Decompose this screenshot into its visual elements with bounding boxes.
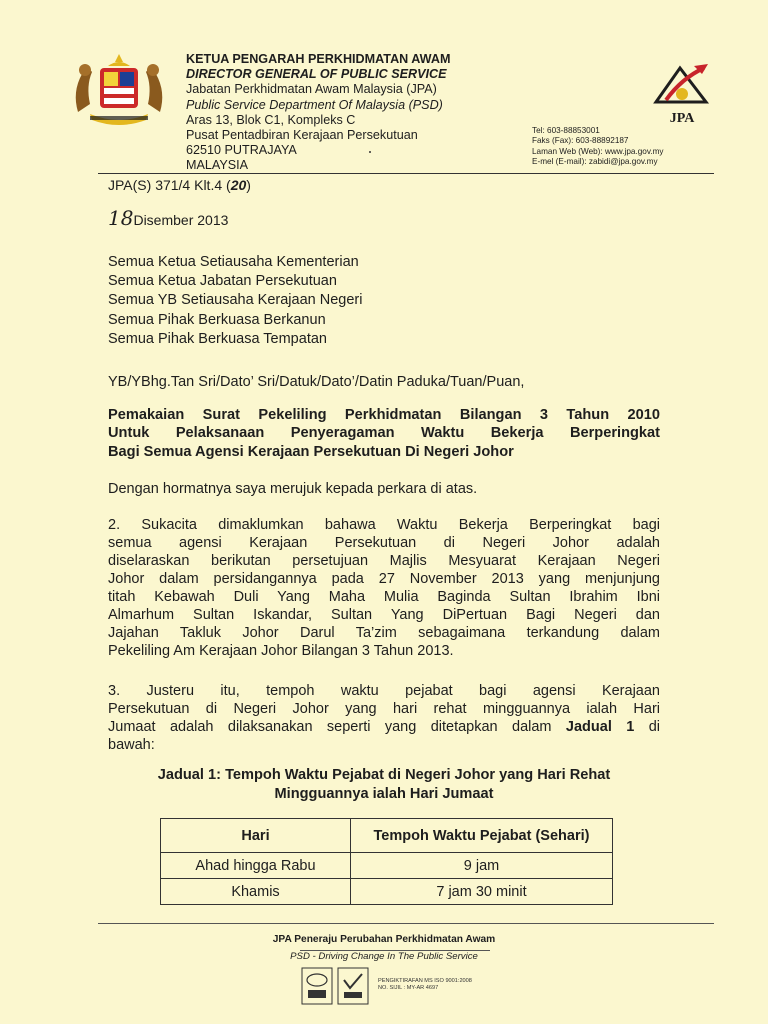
subject-line: Pemakaian Surat Pekeliling Perkhidmatan Bilangan 3 Tahun 2010 <box>108 407 660 423</box>
recipients <box>108 253 362 349</box>
table-cell: Ahad hingga Rabu <box>161 853 351 879</box>
jpa-logo-icon <box>652 62 712 128</box>
paragraph-1: Dengan hormatnya saya merujuk kepada perkara di atas. <box>108 481 478 497</box>
letter-date <box>108 206 228 230</box>
date-month-year: Disember 2013 <box>133 212 229 228</box>
paragraph-line: 3. Justeru itu, tempoh waktu pejabat bagi agensi Kerajaan <box>108 683 660 699</box>
subject-heading <box>108 406 660 461</box>
contact-fax: Faks (Fax): 603-88892187 <box>532 136 629 146</box>
letterhead-title-ms: KETUA PENGARAH PERKHIDMATAN AWAM <box>186 52 451 66</box>
table-cell: 9 jam <box>351 853 613 879</box>
stray-mark <box>369 151 371 153</box>
recipient-line: Semua Pihak Berkuasa Tempatan <box>108 330 327 347</box>
jpa-logo-text: JPA <box>669 111 695 126</box>
reference-handwritten: 20 <box>230 177 247 193</box>
paragraph-2 <box>108 516 660 660</box>
address-line: Pusat Pentadbiran Kerajaan Persekutuan <box>186 128 418 143</box>
table-cell: Khamis <box>161 879 351 905</box>
table-row <box>161 853 613 879</box>
office-hours-table <box>160 818 613 905</box>
address-line: Aras 13, Blok C1, Kompleks C <box>186 112 356 127</box>
paragraph-line: titah Kebawah Duli Yang Maha Mulia Baginda Sultan Ibrahim Ibni <box>108 589 660 605</box>
paragraph-line: bawah: <box>108 737 155 753</box>
contact-email: E-mel (E-mail): zabidi@jpa.gov.my <box>532 157 658 167</box>
paragraph-line: semua agensi Kerajaan Persekutuan di Negeri Johor adalah <box>108 535 660 551</box>
date-handwritten-day: 18 <box>108 206 134 230</box>
table-row <box>161 879 613 905</box>
recipient-line: Semua YB Setiausaha Kerajaan Negeri <box>108 292 363 309</box>
paragraph-line: Persekutuan di Negeri Johor yang hari rehat mingguannya ialah Hari <box>108 701 660 717</box>
paragraph-line: Jumaat adalah dilaksanakan seperti yang ditetapkan dalam Jadual 1 di <box>108 719 660 735</box>
table-header-row <box>161 819 613 853</box>
recipient-line: Semua Ketua Setiausaha Kementerian <box>108 254 359 270</box>
paragraph-line: 2. Sukacita dimaklumkan bahawa Waktu Bekerja Berperingkat bagi <box>108 517 660 533</box>
certification-badges-icon <box>300 966 370 1006</box>
letterhead-title-en: DIRECTOR GENERAL OF PUBLIC SERVICE <box>186 67 447 82</box>
paragraph-3 <box>108 682 660 754</box>
salutation: YB/YBhg.Tan Sri/Dato’ Sri/Datuk/Dato’/Datin Paduka/Tuan/Puan, <box>108 374 525 390</box>
contact-tel: Tel: 603-88853001 <box>532 126 600 135</box>
paragraph-line: Jajahan Takluk Johor Darul Ta’zim sebagaimana terkandung dalam <box>108 625 660 641</box>
table-header-cell: Tempoh Waktu Pejabat (Sehari) <box>351 819 613 853</box>
paragraph-line: Pekeliling Am Kerajaan Johor Bilangan 3 Tahun 2013. <box>108 643 454 659</box>
table-reference: Jadual 1 <box>565 719 635 735</box>
contact-web: Laman Web (Web): www.jpa.gov.my <box>532 146 664 156</box>
table-header-cell: Hari <box>161 819 351 853</box>
contact-block <box>532 126 664 168</box>
table-caption: Jadual 1: Tempoh Waktu Pejabat di Negeri Johor yang Hari Rehat Mingguannya ialah Hari Jumaat <box>157 767 611 802</box>
paragraph-line: Almarhum Sultan Iskandar, Sultan Yang DiPertuan Bagi Negeri dan <box>108 607 660 623</box>
subject-line: Bagi Semua Agensi Kerajaan Persekutuan Di Negeri Johor <box>108 443 514 460</box>
reference-number: JPA(S) 371/4 Klt.4 (20) <box>108 177 251 193</box>
subject-line: Untuk Pelaksanaan Penyeragaman Waktu Bekerja Berperingkat <box>108 425 660 442</box>
address-line: 62510 PUTRAJAYA <box>186 143 297 158</box>
table-cell: 7 jam 30 minit <box>351 879 613 905</box>
paragraph-line: Johor dalam persidangannya pada 27 November 2013 yang menjunjung <box>108 571 660 587</box>
footer-motto-en: PSD - Driving Change In The Public Service <box>290 951 478 962</box>
paragraph-line: diselaraskan berikutan persetujuan Majlis Mesyuarat Kerajaan Negeri <box>108 553 660 569</box>
letterhead-dept-en: Public Service Department Of Malaysia (PSD) <box>186 97 443 112</box>
address-line: MALAYSIA <box>186 158 249 173</box>
malaysia-coat-of-arms-icon <box>68 52 170 128</box>
letterhead <box>186 52 450 174</box>
recipient-line: Semua Pihak Berkuasa Berkanun <box>108 311 326 328</box>
footer-divider <box>98 923 714 924</box>
header-divider <box>98 173 714 174</box>
recipient-line: Semua Ketua Jabatan Persekutuan <box>108 273 337 290</box>
footer-motto-ms: JPA Peneraju Perubahan Perkhidmatan Awam <box>272 934 496 945</box>
letterhead-dept-ms: Jabatan Perkhidmatan Awam Malaysia (JPA) <box>186 82 437 97</box>
certification-text: PENGIKTIRAFAN MS ISO 9001:2008 NO. SIJIL : MY-AR 4697 <box>378 978 472 992</box>
